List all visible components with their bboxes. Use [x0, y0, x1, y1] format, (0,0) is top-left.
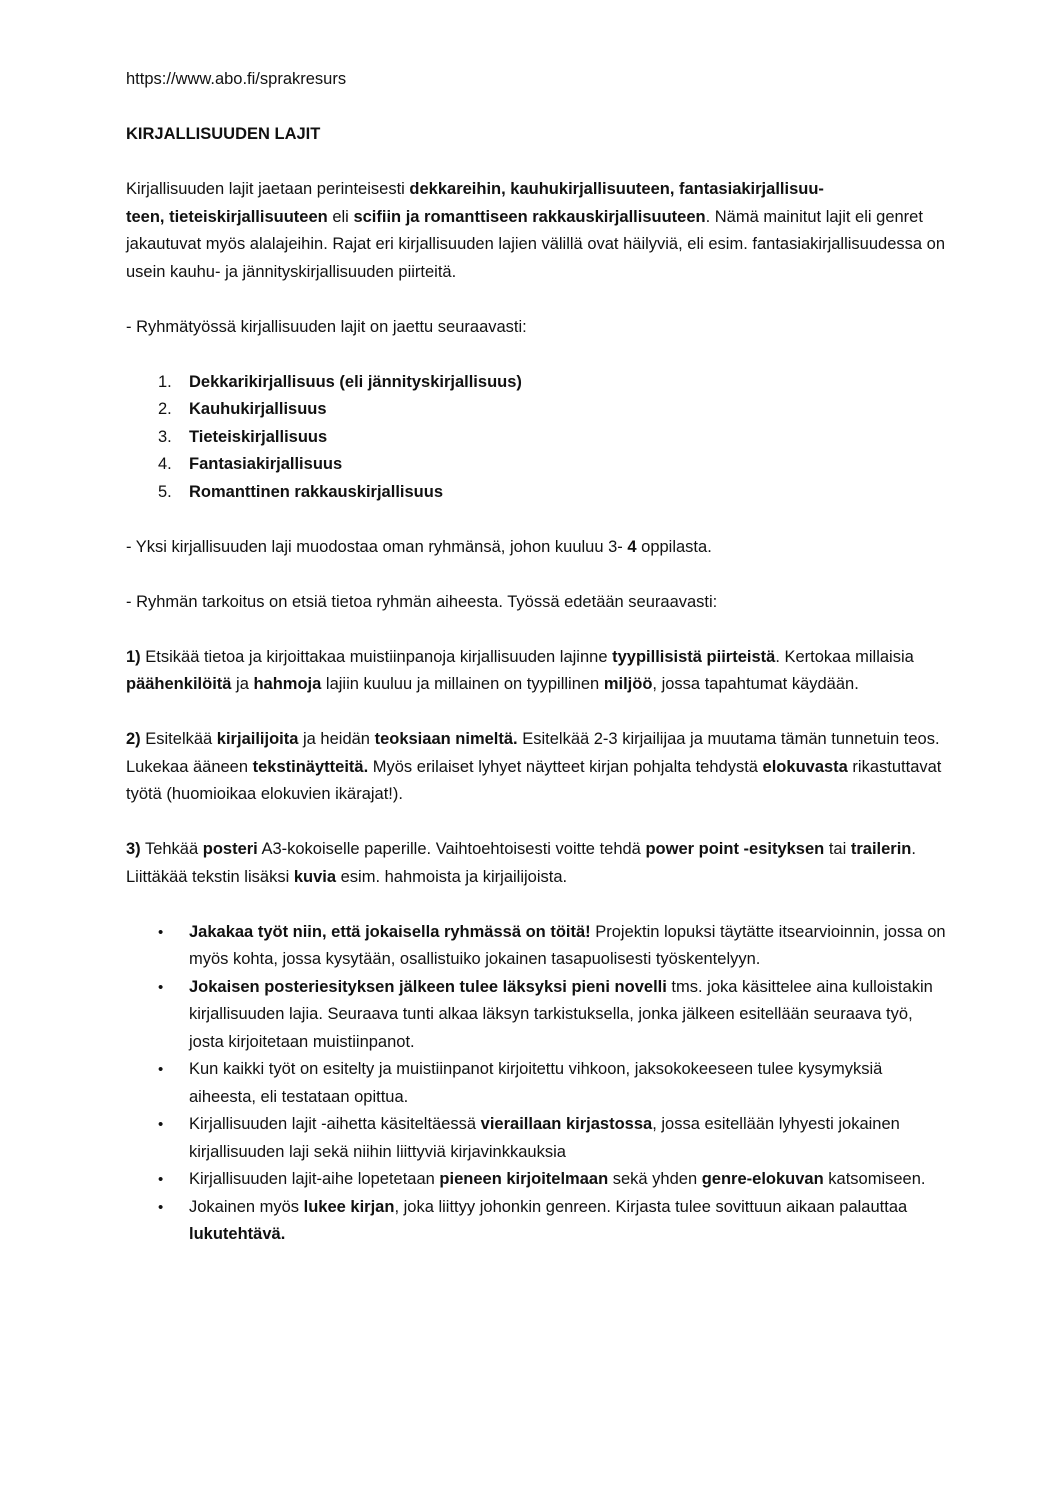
- bold-text-run: päähenkilöitä: [126, 675, 232, 693]
- genre-list-item: [126, 369, 946, 397]
- bold-text-run: 2): [126, 730, 141, 748]
- bold-text-run: lukee kirjan: [303, 1197, 395, 1216]
- bold-text-run: kuvia: [293, 867, 337, 886]
- spacer: [126, 616, 946, 644]
- text-run: , joka liittyy johonkin genreen. Kirjasta tulee sovittuun aikaan palauttaa: [394, 1197, 908, 1216]
- text-run: . Kertokaa millaisia: [775, 647, 914, 666]
- genre-label: Romanttinen rakkauskirjallisuus: [189, 482, 444, 501]
- spacer: [126, 561, 946, 589]
- spacer: [126, 809, 946, 837]
- bold-text-run: 4: [627, 537, 637, 556]
- text-run: tai: [824, 840, 851, 858]
- list-number: 5.: [158, 482, 172, 501]
- bullet-icon: •: [158, 1171, 164, 1188]
- text-run: , jossa esitellään lyhyesti jokainen kirjallisuuden laji sekä niihin liittyviä kirjavinkkauksia: [189, 1115, 900, 1161]
- genre-list-item: [126, 479, 946, 507]
- bullet-list-item: [126, 1111, 946, 1166]
- spacer: [126, 94, 946, 122]
- bold-text-run: scifiin ja romanttiseen rakkauskirjallisuuteen: [353, 207, 706, 226]
- text-run: rikastuttavat työtä (huomioikaa elokuvien ikärajat!).: [126, 757, 942, 803]
- bold-text-run: 3): [126, 840, 141, 858]
- genre-label: Kauhukirjallisuus: [189, 400, 327, 418]
- bullet-icon: •: [158, 1198, 164, 1216]
- source-url: https://www.abo.fi/sprakresurs: [126, 70, 347, 88]
- text-run: Kirjallisuuden lajit jaetaan perinteisesti: [126, 180, 410, 198]
- genre-label: Dekkarikirjallisuus (eli jännityskirjallisuus): [189, 372, 522, 391]
- text-run: ja: [231, 675, 254, 693]
- genre-list: [126, 369, 946, 507]
- text-run: Projektin lopuksi täytätte itsearvioinnin, jossa on myös kohta, jossa kysytään, osallistuiko jokainen tasapuolisesti työskentelyyn.: [189, 922, 946, 968]
- spacer: [126, 341, 946, 369]
- text-run: Esitelkää 2-3 kirjailijaa ja muutama tämän tunnetuin teos. Lukekaa ääneen: [126, 730, 940, 776]
- text-run: eli: [327, 207, 354, 226]
- bold-text-run: Jakakaa työt niin, että jokaisella ryhmässä on töitä!: [189, 922, 591, 941]
- bold-text-run: pieneen kirjoitelmaan: [439, 1170, 609, 1188]
- bold-text-run: elokuvasta: [762, 757, 848, 776]
- text-run: katsomiseen.: [823, 1170, 926, 1188]
- spacer: [126, 699, 946, 727]
- text-run: Kirjallisuuden lajit-aihe lopetetaan: [189, 1170, 440, 1188]
- bullet-list-item: [126, 974, 946, 1057]
- text-run: Tehkää: [140, 840, 203, 858]
- bullet-list-item: [126, 919, 946, 974]
- bold-text-run: vieraillaan kirjastossa: [480, 1115, 653, 1133]
- genre-label: Fantasiakirjallisuus: [189, 455, 343, 473]
- bold-text-run: tekstinäytteitä.: [252, 757, 369, 776]
- text-run: - Yksi kirjallisuuden laji muodostaa oman ryhmänsä, johon kuuluu 3-: [126, 537, 628, 556]
- genre-list-item: [126, 451, 946, 479]
- bold-text-run: miljöö: [603, 675, 653, 693]
- step-1-paragraph: [126, 644, 946, 699]
- bullet-list-item: [126, 1056, 946, 1111]
- list-number: 1.: [158, 372, 172, 391]
- text-run: Kirjallisuuden lajit -aihetta käsiteltäessä: [189, 1115, 481, 1133]
- text-run: Etsikää tietoa ja kirjoittakaa muistiinpanoja kirjallisuuden lajinne: [140, 647, 613, 666]
- bullet-icon: •: [158, 1116, 164, 1133]
- text-run: Jokainen myös: [189, 1197, 304, 1216]
- bullet-icon: •: [158, 978, 164, 996]
- intro-paragraph: [126, 176, 946, 286]
- bold-text-run: genre-elokuvan: [701, 1170, 824, 1188]
- bullet-icon: •: [158, 1061, 164, 1078]
- spacer: [126, 506, 946, 534]
- bold-text-run: teoksiaan nimeltä.: [374, 730, 518, 748]
- genre-list-item: [126, 396, 946, 424]
- text-run: sekä yhden: [608, 1170, 702, 1188]
- text-run: A3-kokoiselle paperille. Vaihtoehtoisesti voitte tehdä: [257, 840, 646, 858]
- purpose-paragraph: - Ryhmän tarkoitus on etsiä tietoa ryhmän aiheesta. Työssä edetään seuraavasti:: [126, 592, 718, 611]
- bullet-list-item: [126, 1166, 946, 1194]
- genre-label: Tieteiskirjallisuus: [189, 427, 328, 446]
- bold-text-run: 1): [126, 647, 141, 666]
- step-2-paragraph: [126, 726, 946, 809]
- bold-text-run: power point -esityksen: [645, 840, 825, 858]
- bold-text-run: tyypillisistä piirteistä: [612, 647, 776, 666]
- document-title: KIRJALLISUUDEN LAJIT: [126, 125, 321, 143]
- text-run: . Liittäkää tekstin lisäksi: [126, 840, 916, 886]
- text-run: . Nämä mainitut lajit eli genret jakautuvat myös alalajeihin. Rajat eri kirjallisuuden lajien välillä ovat häilyviä, eli esim. fantasiakirjallisuudessa on usein kauhu- ja jännityskirjallisuuden piirteitä.: [126, 207, 945, 281]
- bullet-icon: •: [158, 923, 164, 941]
- text-run: Esitelkää: [140, 730, 217, 748]
- spacer: [126, 286, 946, 314]
- bold-text-run: dekkareihin, kauhukirjallisuuteen, fantasiakirjallisuu-: [409, 180, 824, 198]
- step-3-paragraph: [126, 836, 946, 891]
- bold-text-run: teen, tieteiskirjallisuuteen: [126, 207, 328, 226]
- document-body: [126, 66, 946, 1249]
- genre-list-item: [126, 424, 946, 452]
- text-run: Myös erilaiset lyhyet näytteet kirjan pohjalta tehdystä: [368, 757, 763, 776]
- spacer: [126, 891, 946, 919]
- text-run: Kun kaikki työt on esitelty ja muistiinpanot kirjoitettu vihkoon, jaksokokeeseen tulee kysymyksiä aiheesta, eli testataan opittua.: [189, 1060, 883, 1106]
- text-run: oppilasta.: [636, 537, 712, 556]
- bold-text-run: Jokaisen posteriesityksen jälkeen tulee läksyksi pieni novelli: [189, 977, 667, 996]
- bold-text-run: kirjailijoita: [216, 730, 299, 748]
- bullet-list-item: [126, 1194, 946, 1249]
- group-size-paragraph: [126, 534, 946, 562]
- bold-text-run: posteri: [202, 840, 258, 858]
- text-run: lajiin kuuluu ja millainen on tyypillinen: [321, 675, 604, 693]
- groups-intro: - Ryhmätyössä kirjallisuuden lajit on jaettu seuraavasti:: [126, 317, 527, 336]
- instruction-bullet-list: [126, 919, 946, 1249]
- list-number: 3.: [158, 427, 172, 446]
- bold-text-run: lukutehtävä.: [189, 1225, 286, 1243]
- bold-text-run: trailerin: [850, 840, 912, 858]
- spacer: [126, 149, 946, 177]
- text-run: esim. hahmoista ja kirjailijoista.: [336, 867, 568, 886]
- list-number: 2.: [158, 400, 172, 418]
- list-number: 4.: [158, 455, 172, 473]
- text-run: , jossa tapahtumat käydään.: [652, 675, 859, 693]
- text-run: ja heidän: [298, 730, 375, 748]
- text-run: tms. joka käsittelee aina kulloistakin kirjallisuuden lajia. Seuraava tunti alkaa läksyn tarkistuksella, jonka jälkeen esitellään seuraava työ, josta kirjoitetaan muistiinpanot.: [189, 977, 933, 1051]
- bold-text-run: hahmoja: [253, 675, 322, 693]
